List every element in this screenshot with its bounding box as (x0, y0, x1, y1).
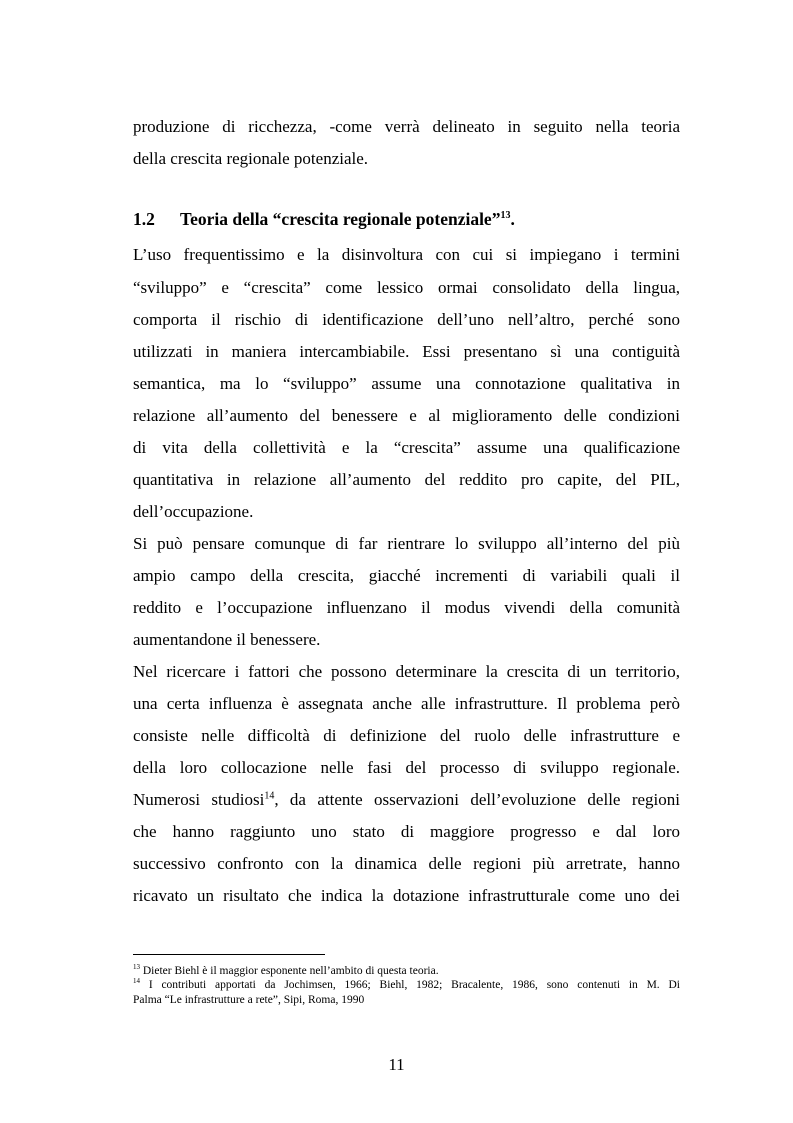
body-line: relazione all’aumento del benessere e al miglioramento delle condizioni (133, 406, 680, 425)
footnote-marker: 13 (133, 963, 140, 972)
body-line: di vita della collettività e la “crescita” assume una qualificazione (133, 438, 680, 457)
body-line: ricavato un risultato che indica la dotazione infrastrutturale come uno dei (133, 886, 680, 905)
body-line: Si può pensare comunque di far rientrare lo sviluppo all’interno del più (133, 534, 680, 553)
body-line: L’uso frequentissimo e la disinvoltura con cui si impiegano i termini (133, 245, 680, 264)
body-line: quantitativa in relazione all’aumento del reddito pro capite, del PIL, (133, 470, 680, 489)
footnote-ref: 14 (264, 790, 275, 802)
heading-punct: . (510, 209, 515, 229)
body-line: che hanno raggiunto uno stato di maggiore progresso e dal loro (133, 822, 680, 841)
body-line: successivo confronto con la dinamica delle regioni più arretrate, hanno (133, 854, 680, 873)
body-text: Numerosi studiosi (133, 790, 265, 809)
footnote (133, 964, 680, 978)
body-line: consiste nelle difficoltà di definizione del ruolo delle infrastrutture e (133, 726, 680, 745)
footnote-text: Dieter Biehl è il maggior esponente nell’ambito di questa teoria. (142, 965, 439, 977)
section-number: 1.2 (133, 209, 155, 229)
body-line: ampio campo della crescita, giacché incrementi di variabili quali il (133, 566, 680, 585)
body-line: aumentandone il benessere. (133, 630, 321, 649)
body-line: della crescita regionale potenziale. (133, 149, 369, 168)
body-line: comporta il rischio di identificazione dell’uno nell’altro, perché sono (133, 310, 680, 329)
footnote (133, 978, 680, 992)
page-number: 11 (388, 1055, 405, 1074)
body-line: produzione di ricchezza, -come verrà delineato in seguito nella teoria (133, 117, 680, 136)
footnote-divider (133, 954, 325, 955)
body-text: , da attente osservazioni dell’evoluzione delle regioni (274, 790, 680, 809)
footnote-text: I contributi apportati da Jochimsen, 1966; Biehl, 1982; Bracalente, 1986, sono contenuti in M. Di (148, 979, 680, 991)
section-title: Teoria della “crescita regionale potenziale” (180, 209, 501, 229)
footnote-continuation: Palma “Le infrastrutture a rete”, Sipi, Roma, 1990 (133, 994, 365, 1006)
body-line: della loro collocazione nelle fasi del processo di sviluppo regionale. (133, 758, 680, 777)
section-heading (133, 208, 515, 230)
body-line (133, 790, 680, 810)
body-line: una certa influenza è assegnata anche alle infrastrutture. Il problema però (133, 694, 680, 713)
footnote-ref: 13 (500, 210, 511, 222)
footnote-marker: 14 (133, 977, 140, 986)
body-line: reddito e l’occupazione influenzano il modus vivendi della comunità (133, 598, 680, 617)
body-line: utilizzati in maniera intercambiabile. Essi presentano sì una contiguità (133, 342, 680, 361)
body-line: semantica, ma lo “sviluppo” assume una connotazione qualitativa in (133, 374, 680, 393)
body-line: dell’occupazione. (133, 502, 254, 521)
body-line: Nel ricercare i fattori che possono determinare la crescita di un territorio, (133, 662, 680, 681)
body-line: “sviluppo” e “crescita” come lessico ormai consolidato della lingua, (133, 278, 680, 297)
